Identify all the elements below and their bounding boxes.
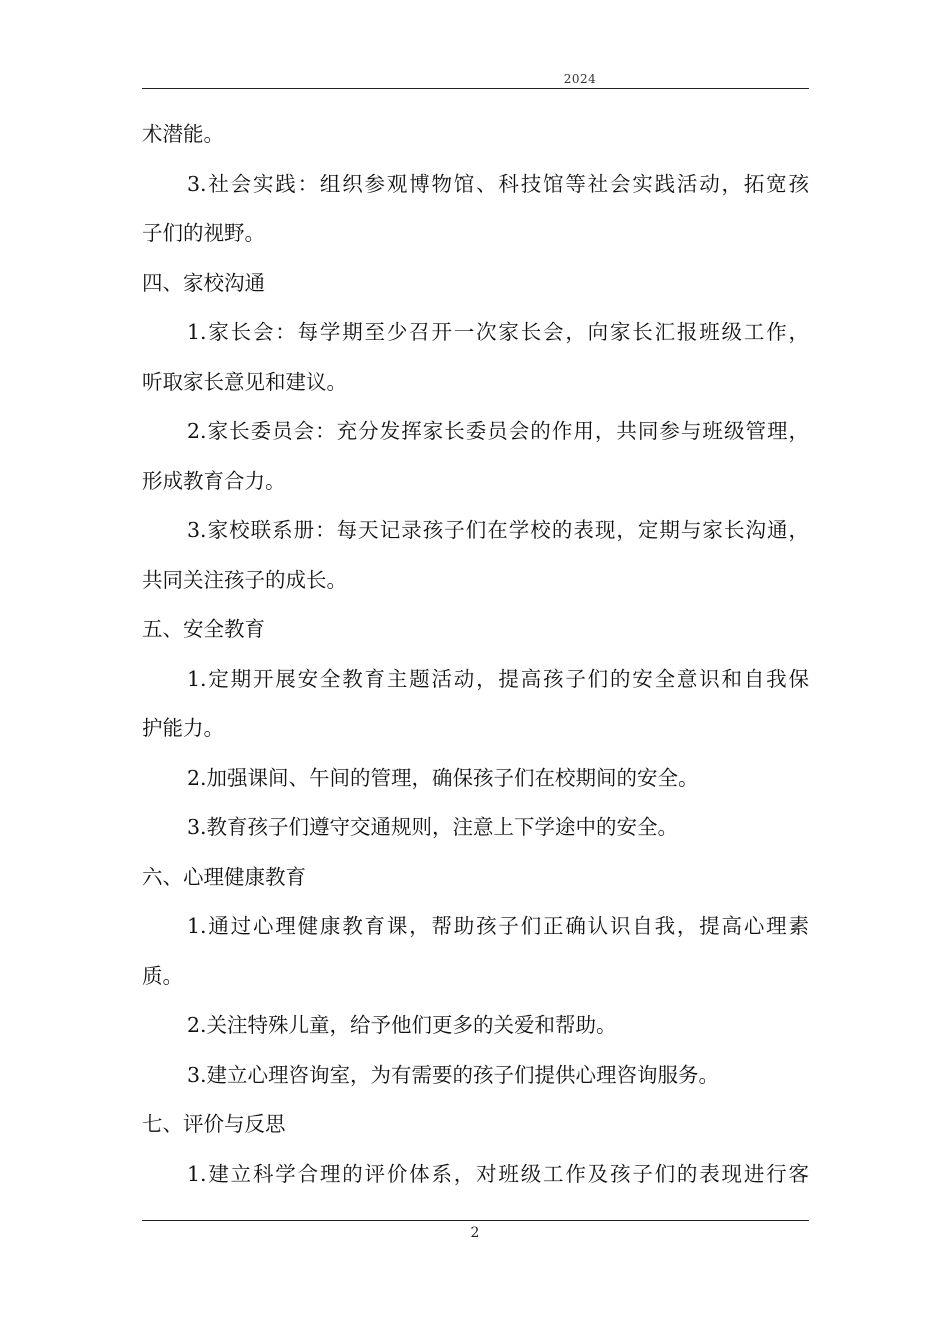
- paragraph-line: 3.教育孩子们遵守交通规则，注意上下学途中的安全。: [187, 815, 679, 839]
- paragraph-line: 1.通过心理健康教育课，帮助孩子们正确认识自我，提高心理素: [187, 914, 809, 938]
- paragraph-line: 3.建立心理咨询室，为有需要的孩子们提供心理咨询服务。: [187, 1062, 720, 1087]
- paragraph-line: 3.家校联系册：每天记录孩子们在学校的表现，定期与家长沟通，: [187, 518, 809, 542]
- paragraph-line: 子们的视野。: [142, 221, 265, 245]
- section-heading: 四、家校沟通: [142, 270, 265, 295]
- paragraph-line: 2.家长委员会：充分发挥家长委员会的作用，共同参与班级管理，: [187, 419, 809, 443]
- paragraph-line: 共同关注孩子的成长。: [142, 567, 347, 592]
- paragraph-line: 1.定期开展安全教育主题活动，提高孩子们的安全意识和自我保: [187, 666, 809, 691]
- section-heading: 六、心理健康教育: [142, 864, 306, 889]
- paragraph-line: 1.家长会：每学期至少召开一次家长会，向家长汇报班级工作，: [187, 320, 809, 344]
- paragraph-line: 质。: [142, 963, 183, 988]
- footer-rule: [142, 1220, 809, 1221]
- paragraph-line: 2.加强课间、午间的管理，确保孩子们在校期间的安全。: [187, 765, 699, 790]
- section-heading: 五、安全教育: [142, 617, 265, 641]
- paragraph-line: 3.社会实践：组织参观博物馆、科技馆等社会实践活动，拓宽孩: [187, 171, 809, 196]
- paragraph-line: 术潜能。: [142, 122, 224, 146]
- paragraph-line: 形成教育合力。: [142, 468, 286, 493]
- paragraph-line: 2.关注特殊儿童，给予他们更多的关爱和帮助。: [187, 1013, 617, 1037]
- header-rule: [142, 88, 809, 89]
- paragraph-line: 听取家长意见和建议。: [142, 369, 347, 394]
- page-number: 2: [470, 1225, 480, 1241]
- paragraph-line: 1.建立科学合理的评价体系，对班级工作及孩子们的表现进行客: [187, 1161, 809, 1186]
- document-body: [142, 110, 809, 1199]
- paragraph-line: 护能力。: [142, 716, 224, 740]
- header-year: 2024: [563, 72, 597, 86]
- section-heading: 七、评价与反思: [142, 1112, 286, 1136]
